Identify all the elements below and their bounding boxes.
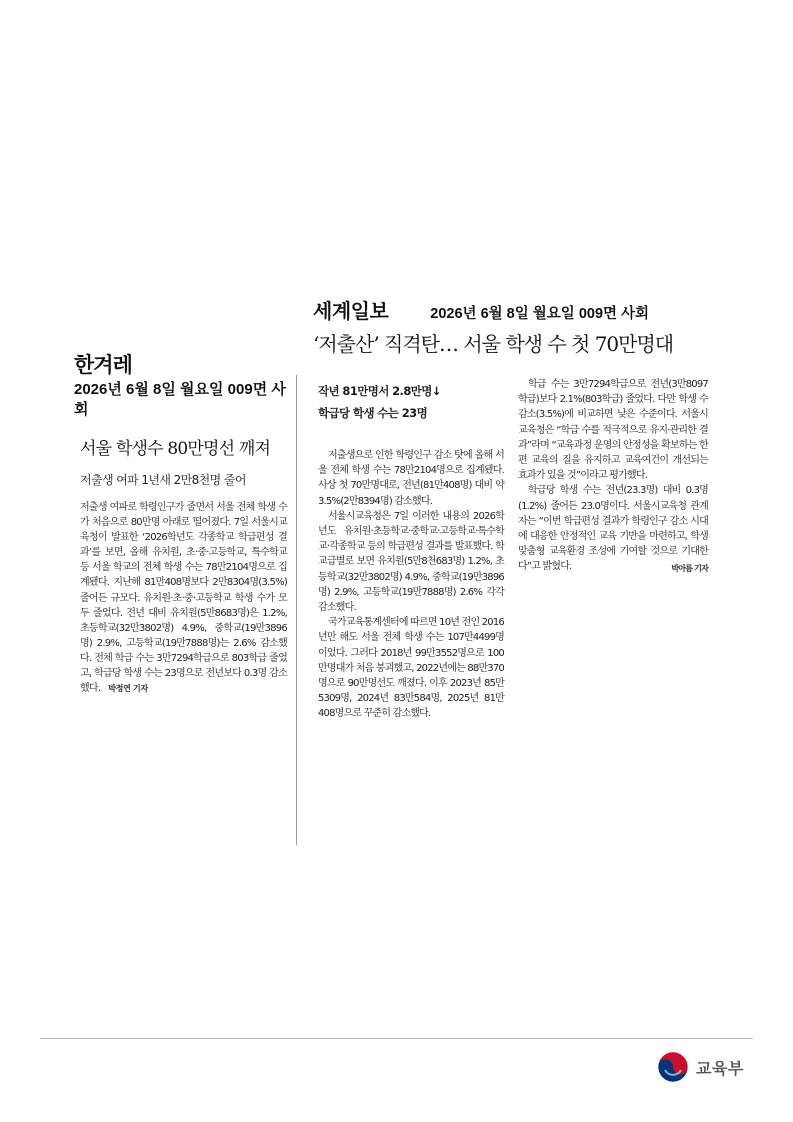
hankyoreh-body-text: 저출생 여파로 학령인구가 줄면서 서울 전체 학생 수가 처음으로 80만명 아래로 떨어졌다. 7일 서울시교육청이 발표한 ‘2026학년도 각종학교 학급편성 결과’를 보면, 올해 유치원, 초·중·고등학교, 특수학교 등 서울 학교의 전체 학생 수는 78만2104명으로 집계됐다. 지난해 81만408명보다 2만8304명(3.5%) 줄어든 규모다. 유치원·초·중·고등학교 학생 수가 모두 줄었다. 전년 대비 유치원(5만8683명)은 1.2%, 초등학교(32만3802명) 4.9%, 중학교(19만3896명) 2.9%, 고등학교(19만7888명)는 2.6% 감소했다. 전체 학급 수는 3만7294학급으로 803학급 줄었고, 학급당 학생 수는 23명으로 전년보다 0.3명 감소했다. bbox=[80, 502, 287, 695]
segye-paragraph: 학급 수는 3만7294학급으로 전년(3만8097학급)보다 2.1%(803학급) 줄었다. 다만 학생 수 감소(3.5%)에 비교하면 낮은 수준이다. 서울시교육청은 “학급 수를 적극적으로 유지·관리한 결과”라며 “교육과정 운영의 안정성을 확보하는 한편 교육의 질을 유지하고 교육여건이 개선되는 효과가 있을 것”이라고 평가했다. bbox=[518, 379, 708, 482]
segye-column-1 bbox=[318, 383, 504, 722]
segye-paragraph: 국가교육통계센터에 따르면 10년 전인 2016년만 해도 서울 전체 학생 수는 107만4499명이었다. 그러다 2018년 99만3552명으로 100만명대가 처음 붕괴했고, 2022년에는 88만370명으로 90만명선도 깨졌다. 이후 2023년 85만5309명, 2024년 83만584명, 2025년 81만408명으로 꾸준히 감소했다. bbox=[318, 617, 504, 720]
segye-paragraph: 서울시교육청은 7일 이러한 내용의 2026학년도 유치원·초등학교·중학교·고등학교·특수학교·각종학교 등의 학급편성 결과를 발표했다. 학교급별로 보면 유치원(5만8천683명) 1.2%, 초등학교(32만3802명) 4.9%, 중학교(19만3896명) 2.9%, 고등학교(19만7888명) 2.6% 각각 감소했다. bbox=[318, 510, 504, 614]
segye-subheadline-1: 작년 81만명서 2.8만명↓ bbox=[318, 384, 441, 398]
segye-column-2 bbox=[518, 377, 708, 576]
ministry-of-education-logo bbox=[656, 1050, 744, 1084]
segye-byline: 박아름 기자 bbox=[671, 563, 708, 573]
hankyoreh-byline: 박정연 기자 bbox=[108, 684, 148, 694]
segye-clipping-header bbox=[313, 295, 713, 358]
segye-masthead bbox=[313, 295, 713, 324]
hankyoreh-subheadline: 저출생 여파 1년새 2만8천명 줄어 bbox=[80, 473, 246, 487]
segye-body-col1 bbox=[318, 448, 504, 722]
hankyoreh-body bbox=[80, 500, 287, 696]
hankyoreh-clipping bbox=[74, 352, 287, 696]
hankyoreh-logo: 한겨레 bbox=[74, 353, 132, 377]
segye-paragraph: 학급당 학생 수는 전년(23.3명) 대비 0.3명(1.2%) 줄어든 23.0명이다. 서울시교육청 관계자는 “이번 학급편성 결과가 학령인구 감소 시대에 대응한 안정적인 교육 기반을 마련하고, 학생 맞춤형 교육환경 조성에 기여할 것으로 기대한다”고 밝혔다. bbox=[518, 485, 708, 573]
segye-date: 2026년 6월 8일 월요일 009면 사회 bbox=[430, 306, 650, 322]
segye-logo: 세계일보 bbox=[313, 299, 389, 323]
segye-headline: ‘저출산’ 직격탄… 서울 학생 수 첫 70만명대 bbox=[313, 332, 674, 356]
ministry-name: 교육부 bbox=[696, 1058, 744, 1078]
segye-paragraph: 저출생으로 인한 학령인구 감소 탓에 올해 서울 전체 학생 수는 78만2104명으로 집계됐다. 사상 첫 70만명대로, 전년(81만408명) 대비 약 3.5%(2만8394명) 감소했다. bbox=[318, 450, 504, 507]
column-divider bbox=[296, 375, 297, 845]
segye-subheadline-2: 학급당 학생 수는 23명 bbox=[318, 406, 428, 420]
hankyoreh-headline: 서울 학생수 80만명선 깨져 bbox=[80, 439, 271, 459]
segye-body-col2 bbox=[518, 377, 708, 576]
taegeuk-emblem-icon bbox=[656, 1050, 690, 1084]
footer-divider bbox=[40, 1038, 753, 1039]
hankyoreh-date: 2026년 6월 8일 월요일 009면 사회 bbox=[74, 381, 286, 418]
